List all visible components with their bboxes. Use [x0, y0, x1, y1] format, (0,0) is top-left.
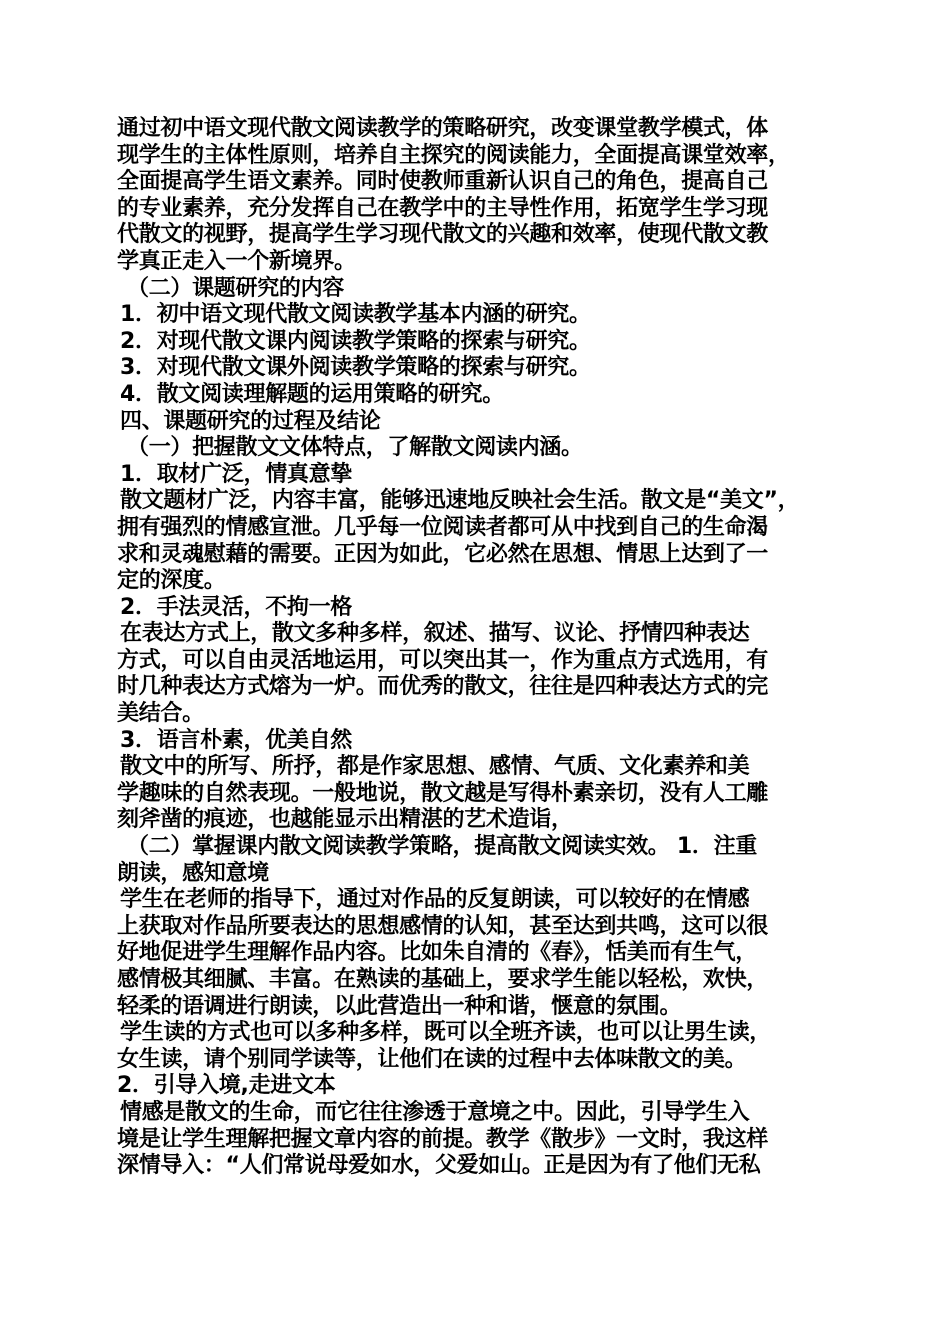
paragraph-line: 全面提高学生语文素养。同时使教师重新认识自己的角色，提高自己 [117, 169, 769, 195]
paragraph-line: 美结合。 [117, 701, 204, 727]
document-body [117, 116, 842, 1180]
paragraph-line: 散文中的所写、所抒，都是作家思想、感情、气质、文化素养和美 [120, 754, 750, 780]
section-heading: （二）课题研究的内容 [127, 275, 345, 301]
paragraph-line: 感情极其细腻、丰富。在熟读的基础上，要求学生能以轻松，欢快， [117, 967, 769, 992]
paragraph-line: 方式，可以自由灵活地运用，可以突出其一，作为重点方式选用，有 [117, 647, 769, 673]
paragraph-line: 好地促进学生理解作品内容。比如朱自清的《春》，恬美而有生气， [117, 940, 758, 966]
paragraph-line: 学趣味的自然表现。一般地说，散文越是写得朴素亲切，没有人工雕 [117, 780, 769, 806]
paragraph-line: 刻斧凿的痕迹，也越能显示出精湛的艺术造诣， [117, 807, 573, 833]
paragraph-line: 轻柔的语调进行朗读，以此营造出一种和谐，惬意的氛围。 [117, 993, 682, 1019]
paragraph-line: 深情导入：“人们常说母爱如水，父爱如山。正是因为有了他们无私 [117, 1153, 761, 1179]
section-heading: 四、课题研究的过程及结论 [120, 408, 381, 434]
paragraph-line: 散文题材广泛，内容丰富，能够迅速地反映社会生活。散文是“美文”， [120, 488, 800, 514]
paragraph-line: 拥有强烈的情感宣泄。几乎每一位阅读者都可从中找到自己的生命渴 [117, 514, 769, 540]
subsection-heading: 2．引导入境,走进文本 [117, 1073, 336, 1099]
list-item: 1．初中语文现代散文阅读教学基本内涵的研究。 [120, 302, 591, 328]
section-heading: （二）掌握课内散文阅读教学策略，提高散文阅读实效。 1．注重 [127, 834, 757, 860]
list-item: 3．对现代散文课外阅读教学策略的探索与研究。 [120, 355, 591, 381]
paragraph-line: 在表达方式上，散文多种多样，叙述、描写、议论、抒情四种表达 [120, 621, 750, 647]
paragraph-line: 学生读的方式也可以多种多样，既可以全班齐读，也可以让男生读， [120, 1020, 772, 1046]
paragraph-line: 情感是散文的生命，而它往往渗透于意境之中。因此，引导学生入 [120, 1099, 750, 1125]
subsection-heading: 3．语言朴素，优美自然 [120, 727, 353, 753]
paragraph-line: 上获取对作品所要表达的思想感情的认知，甚至达到共鸣，这可以很 [117, 913, 769, 939]
subsection-heading: 2．手法灵活，不拘一格 [120, 594, 353, 620]
paragraph-line: 通过初中语文现代散文阅读教学的策略研究，改变课堂教学模式，体 [117, 116, 769, 141]
paragraph-line: 学生在老师的指导下，通过对作品的反复朗读，可以较好的在情感 [120, 887, 750, 913]
list-item: 4．散文阅读理解题的运用策略的研究。 [120, 381, 504, 407]
paragraph-line: 定的深度。 [117, 568, 226, 594]
paragraph-line: 学真正走入一个新境界。 [117, 248, 356, 274]
subsection-heading: 朗读，感知意境 [117, 860, 269, 886]
paragraph-line: 的专业素养，充分发挥自己在教学中的主导性作用，拓宽学生学习现 [117, 195, 769, 221]
list-item: 2．对现代散文课内阅读教学策略的探索与研究。 [120, 328, 591, 354]
subsection-heading: 1．取材广泛，情真意挚 [120, 461, 353, 487]
section-heading: （一）把握散文文体特点，了解散文阅读内涵。 [127, 435, 583, 461]
paragraph-line: 求和灵魂慰藉的需要。正因为如此，它必然在思想、情思上达到了一 [117, 541, 769, 567]
paragraph-line: 现学生的主体性原则，培养自主探究的阅读能力，全面提高课堂效率， [117, 142, 790, 168]
paragraph-line: 代散文的视野，提高学生学习现代散文的兴趣和效率，使现代散文教 [117, 222, 769, 248]
paragraph-line: 女生读，请个别同学读等，让他们在读的过程中去体味散文的美。 [117, 1046, 747, 1072]
paragraph-line: 时几种表达方式熔为一炉。而优秀的散文，往往是四种表达方式的完 [117, 674, 769, 700]
paragraph-line: 境是让学生理解把握文章内容的前提。教学《散步》一文时，我这样 [117, 1126, 769, 1152]
